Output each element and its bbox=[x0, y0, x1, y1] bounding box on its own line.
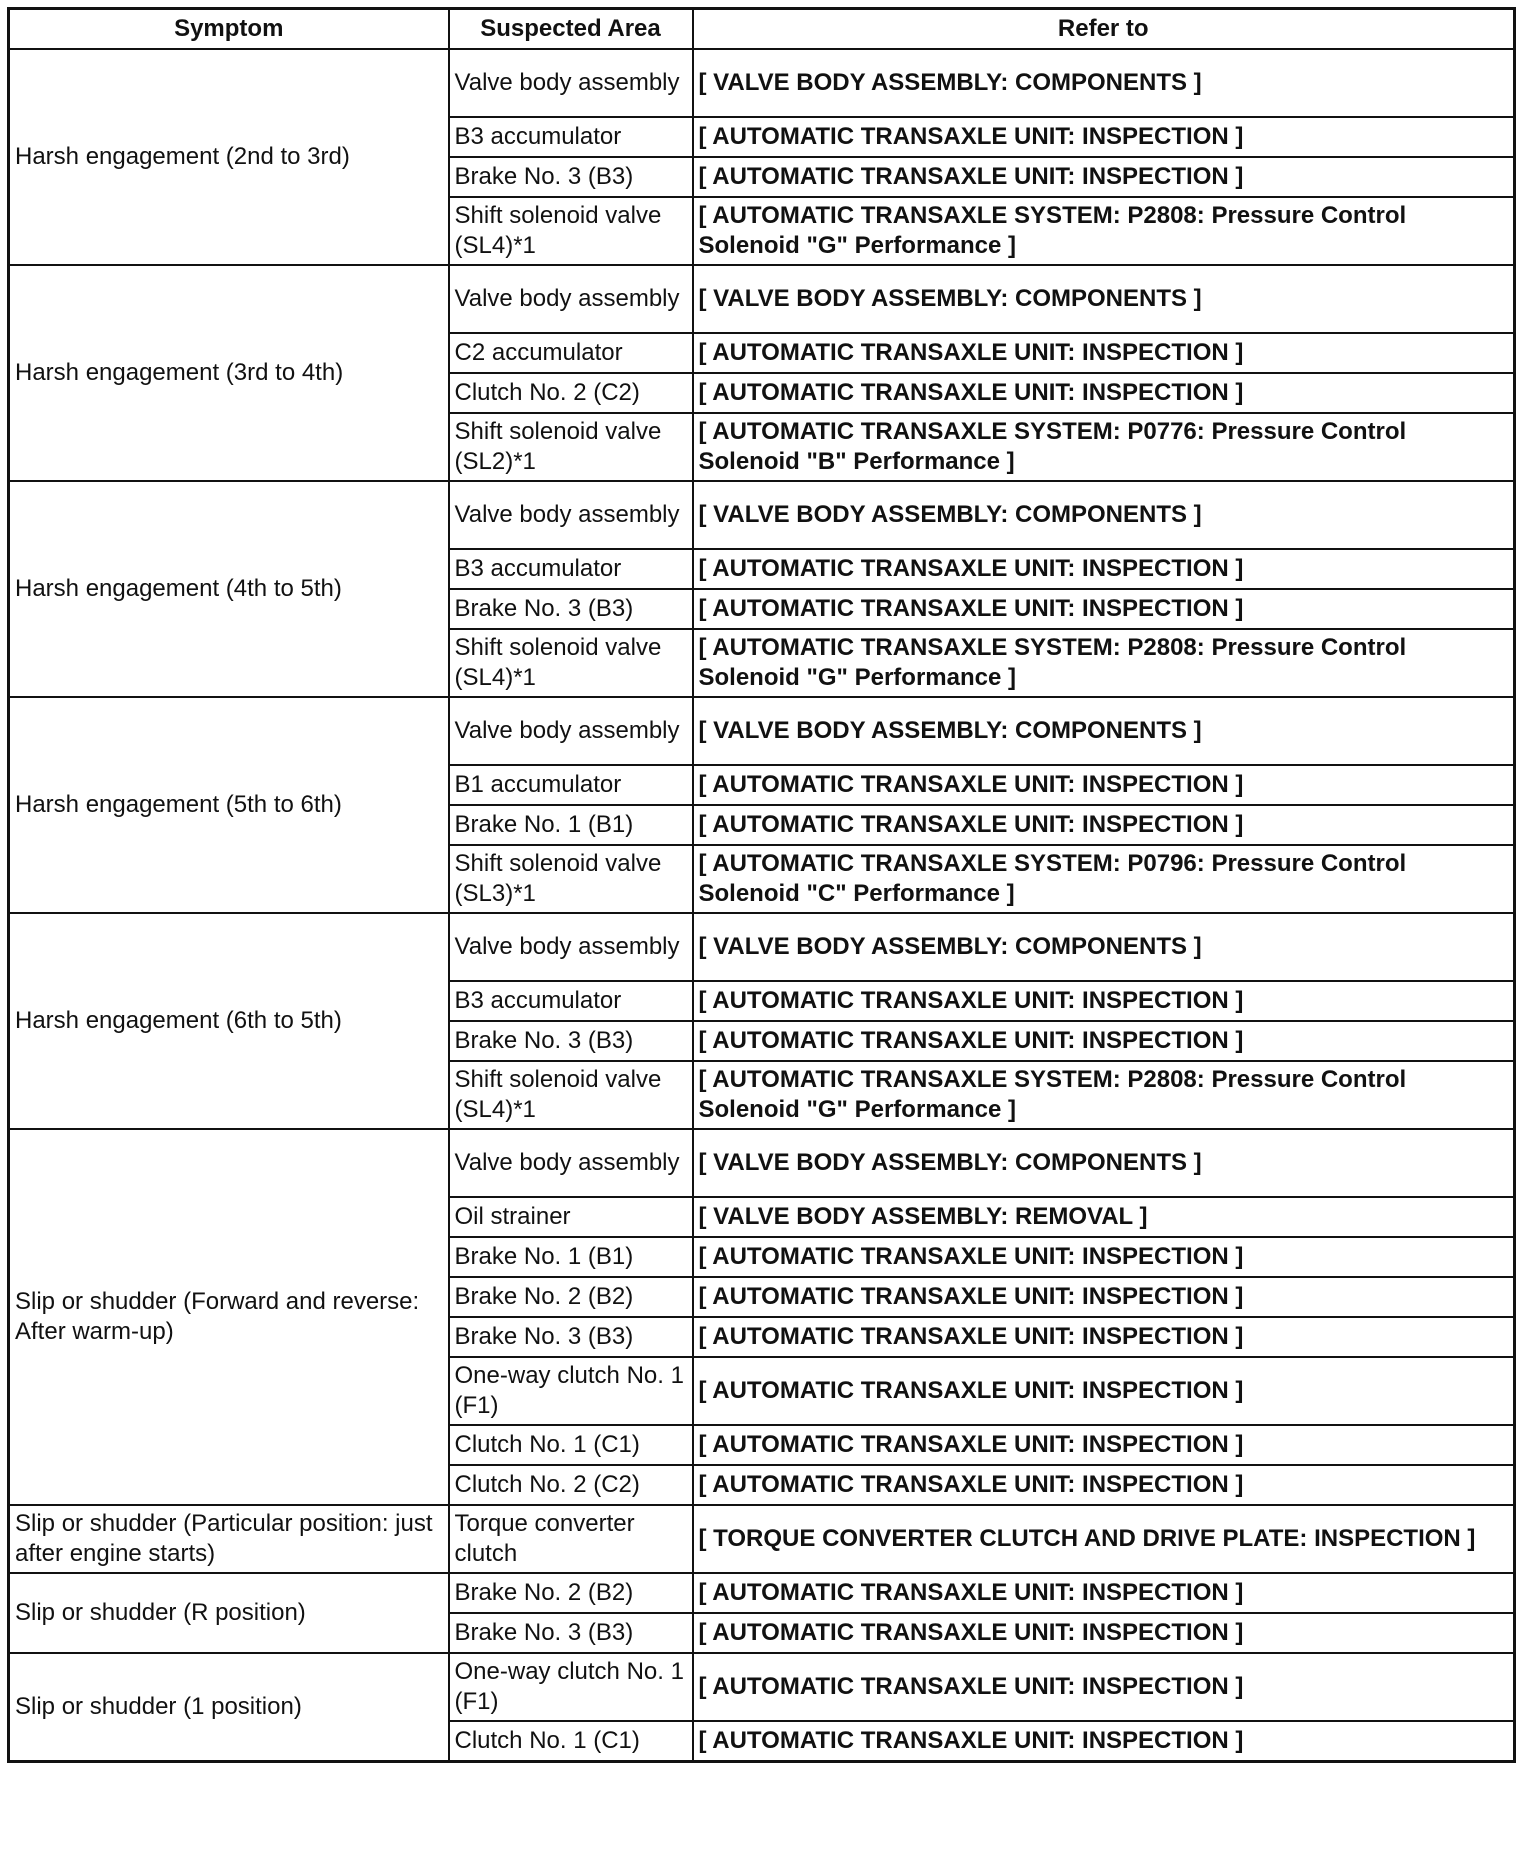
suspected-area-cell: B3 accumulator bbox=[449, 981, 693, 1021]
suspected-area-cell: Oil strainer bbox=[449, 1197, 693, 1237]
refer-to-cell: [ VALVE BODY ASSEMBLY: COMPONENTS ] bbox=[693, 1129, 1515, 1197]
refer-to-cell: [ AUTOMATIC TRANSAXLE UNIT: INSPECTION ] bbox=[693, 1277, 1515, 1317]
suspected-area-cell: Valve body assembly bbox=[449, 1129, 693, 1197]
refer-to-cell: [ AUTOMATIC TRANSAXLE SYSTEM: P2808: Pressure Control Solenoid "G" Performance ] bbox=[693, 197, 1515, 265]
header-refer-to: Refer to bbox=[693, 9, 1515, 50]
refer-to-cell: [ VALVE BODY ASSEMBLY: COMPONENTS ] bbox=[693, 913, 1515, 981]
suspected-area-cell: Valve body assembly bbox=[449, 49, 693, 117]
symptom-table bbox=[7, 7, 1516, 1763]
suspected-area-cell: Clutch No. 2 (C2) bbox=[449, 373, 693, 413]
suspected-area-cell: Clutch No. 1 (C1) bbox=[449, 1425, 693, 1465]
symptom-cell: Harsh engagement (2nd to 3rd) bbox=[9, 49, 449, 265]
symptom-cell: Harsh engagement (6th to 5th) bbox=[9, 913, 449, 1129]
refer-to-cell: [ AUTOMATIC TRANSAXLE SYSTEM: P0776: Pressure Control Solenoid "B" Performance ] bbox=[693, 413, 1515, 481]
suspected-area-cell: Valve body assembly bbox=[449, 265, 693, 333]
suspected-area-cell: C2 accumulator bbox=[449, 333, 693, 373]
suspected-area-cell: Shift solenoid valve (SL4)*1 bbox=[449, 629, 693, 697]
suspected-area-cell: Shift solenoid valve (SL4)*1 bbox=[449, 197, 693, 265]
suspected-area-cell: Valve body assembly bbox=[449, 481, 693, 549]
symptom-cell: Harsh engagement (5th to 6th) bbox=[9, 697, 449, 913]
header-symptom: Symptom bbox=[9, 9, 449, 50]
symptom-cell: Harsh engagement (4th to 5th) bbox=[9, 481, 449, 697]
suspected-area-cell: Valve body assembly bbox=[449, 697, 693, 765]
refer-to-cell: [ AUTOMATIC TRANSAXLE UNIT: INSPECTION ] bbox=[693, 589, 1515, 629]
refer-to-cell: [ AUTOMATIC TRANSAXLE UNIT: INSPECTION ] bbox=[693, 1721, 1515, 1762]
refer-to-cell: [ AUTOMATIC TRANSAXLE UNIT: INSPECTION ] bbox=[693, 981, 1515, 1021]
suspected-area-cell: Brake No. 3 (B3) bbox=[449, 157, 693, 197]
refer-to-cell: [ AUTOMATIC TRANSAXLE UNIT: INSPECTION ] bbox=[693, 1573, 1515, 1613]
refer-to-cell: [ AUTOMATIC TRANSAXLE UNIT: INSPECTION ] bbox=[693, 373, 1515, 413]
table-row bbox=[9, 1129, 1515, 1197]
suspected-area-cell: Brake No. 1 (B1) bbox=[449, 1237, 693, 1277]
table-row bbox=[9, 1573, 1515, 1613]
refer-to-cell: [ VALVE BODY ASSEMBLY: COMPONENTS ] bbox=[693, 697, 1515, 765]
symptom-cell: Slip or shudder (Forward and reverse: After warm-up) bbox=[9, 1129, 449, 1505]
symptom-cell: Slip or shudder (1 position) bbox=[9, 1653, 449, 1762]
suspected-area-cell: Brake No. 2 (B2) bbox=[449, 1277, 693, 1317]
refer-to-cell: [ AUTOMATIC TRANSAXLE UNIT: INSPECTION ] bbox=[693, 333, 1515, 373]
refer-to-cell: [ AUTOMATIC TRANSAXLE UNIT: INSPECTION ] bbox=[693, 549, 1515, 589]
refer-to-cell: [ VALVE BODY ASSEMBLY: REMOVAL ] bbox=[693, 1197, 1515, 1237]
refer-to-cell: [ AUTOMATIC TRANSAXLE UNIT: INSPECTION ] bbox=[693, 1613, 1515, 1653]
symptom-cell: Harsh engagement (3rd to 4th) bbox=[9, 265, 449, 481]
symptom-cell: Slip or shudder (R position) bbox=[9, 1573, 449, 1653]
refer-to-cell: [ AUTOMATIC TRANSAXLE UNIT: INSPECTION ] bbox=[693, 765, 1515, 805]
header-suspected-area: Suspected Area bbox=[449, 9, 693, 50]
symptom-cell: Slip or shudder (Particular position: just after engine starts) bbox=[9, 1505, 449, 1573]
suspected-area-cell: Shift solenoid valve (SL4)*1 bbox=[449, 1061, 693, 1129]
refer-to-cell: [ AUTOMATIC TRANSAXLE UNIT: INSPECTION ] bbox=[693, 157, 1515, 197]
refer-to-cell: [ AUTOMATIC TRANSAXLE UNIT: INSPECTION ] bbox=[693, 1317, 1515, 1357]
table-row bbox=[9, 913, 1515, 981]
refer-to-cell: [ AUTOMATIC TRANSAXLE UNIT: INSPECTION ] bbox=[693, 117, 1515, 157]
table-row bbox=[9, 697, 1515, 765]
refer-to-cell: [ TORQUE CONVERTER CLUTCH AND DRIVE PLATE: INSPECTION ] bbox=[693, 1505, 1515, 1573]
refer-to-cell: [ AUTOMATIC TRANSAXLE SYSTEM: P2808: Pressure Control Solenoid "G" Performance ] bbox=[693, 1061, 1515, 1129]
refer-to-cell: [ AUTOMATIC TRANSAXLE UNIT: INSPECTION ] bbox=[693, 1465, 1515, 1505]
table-row bbox=[9, 481, 1515, 549]
refer-to-cell: [ VALVE BODY ASSEMBLY: COMPONENTS ] bbox=[693, 265, 1515, 333]
refer-to-cell: [ AUTOMATIC TRANSAXLE SYSTEM: P0796: Pressure Control Solenoid "C" Performance ] bbox=[693, 845, 1515, 913]
suspected-area-cell: Brake No. 1 (B1) bbox=[449, 805, 693, 845]
suspected-area-cell: Brake No. 3 (B3) bbox=[449, 1317, 693, 1357]
suspected-area-cell: Torque converter clutch bbox=[449, 1505, 693, 1573]
suspected-area-cell: Clutch No. 1 (C1) bbox=[449, 1721, 693, 1762]
header-row bbox=[9, 9, 1515, 50]
suspected-area-cell: Brake No. 3 (B3) bbox=[449, 589, 693, 629]
suspected-area-cell: B3 accumulator bbox=[449, 117, 693, 157]
suspected-area-cell: Valve body assembly bbox=[449, 913, 693, 981]
refer-to-cell: [ AUTOMATIC TRANSAXLE UNIT: INSPECTION ] bbox=[693, 1357, 1515, 1425]
suspected-area-cell: Shift solenoid valve (SL3)*1 bbox=[449, 845, 693, 913]
suspected-area-cell: Clutch No. 2 (C2) bbox=[449, 1465, 693, 1505]
refer-to-cell: [ AUTOMATIC TRANSAXLE UNIT: INSPECTION ] bbox=[693, 1653, 1515, 1721]
suspected-area-cell: Brake No. 3 (B3) bbox=[449, 1613, 693, 1653]
refer-to-cell: [ AUTOMATIC TRANSAXLE UNIT: INSPECTION ] bbox=[693, 1237, 1515, 1277]
refer-to-cell: [ AUTOMATIC TRANSAXLE UNIT: INSPECTION ] bbox=[693, 1021, 1515, 1061]
refer-to-cell: [ AUTOMATIC TRANSAXLE SYSTEM: P2808: Pressure Control Solenoid "G" Performance ] bbox=[693, 629, 1515, 697]
suspected-area-cell: One-way clutch No. 1 (F1) bbox=[449, 1357, 693, 1425]
refer-to-cell: [ AUTOMATIC TRANSAXLE UNIT: INSPECTION ] bbox=[693, 805, 1515, 845]
refer-to-cell: [ VALVE BODY ASSEMBLY: COMPONENTS ] bbox=[693, 481, 1515, 549]
table-row bbox=[9, 1505, 1515, 1573]
table-row bbox=[9, 265, 1515, 333]
table-row bbox=[9, 49, 1515, 117]
suspected-area-cell: B1 accumulator bbox=[449, 765, 693, 805]
table-row bbox=[9, 1653, 1515, 1721]
suspected-area-cell: One-way clutch No. 1 (F1) bbox=[449, 1653, 693, 1721]
suspected-area-cell: B3 accumulator bbox=[449, 549, 693, 589]
page bbox=[7, 7, 1513, 1763]
suspected-area-cell: Shift solenoid valve (SL2)*1 bbox=[449, 413, 693, 481]
suspected-area-cell: Brake No. 2 (B2) bbox=[449, 1573, 693, 1613]
refer-to-cell: [ AUTOMATIC TRANSAXLE UNIT: INSPECTION ] bbox=[693, 1425, 1515, 1465]
refer-to-cell: [ VALVE BODY ASSEMBLY: COMPONENTS ] bbox=[693, 49, 1515, 117]
suspected-area-cell: Brake No. 3 (B3) bbox=[449, 1021, 693, 1061]
